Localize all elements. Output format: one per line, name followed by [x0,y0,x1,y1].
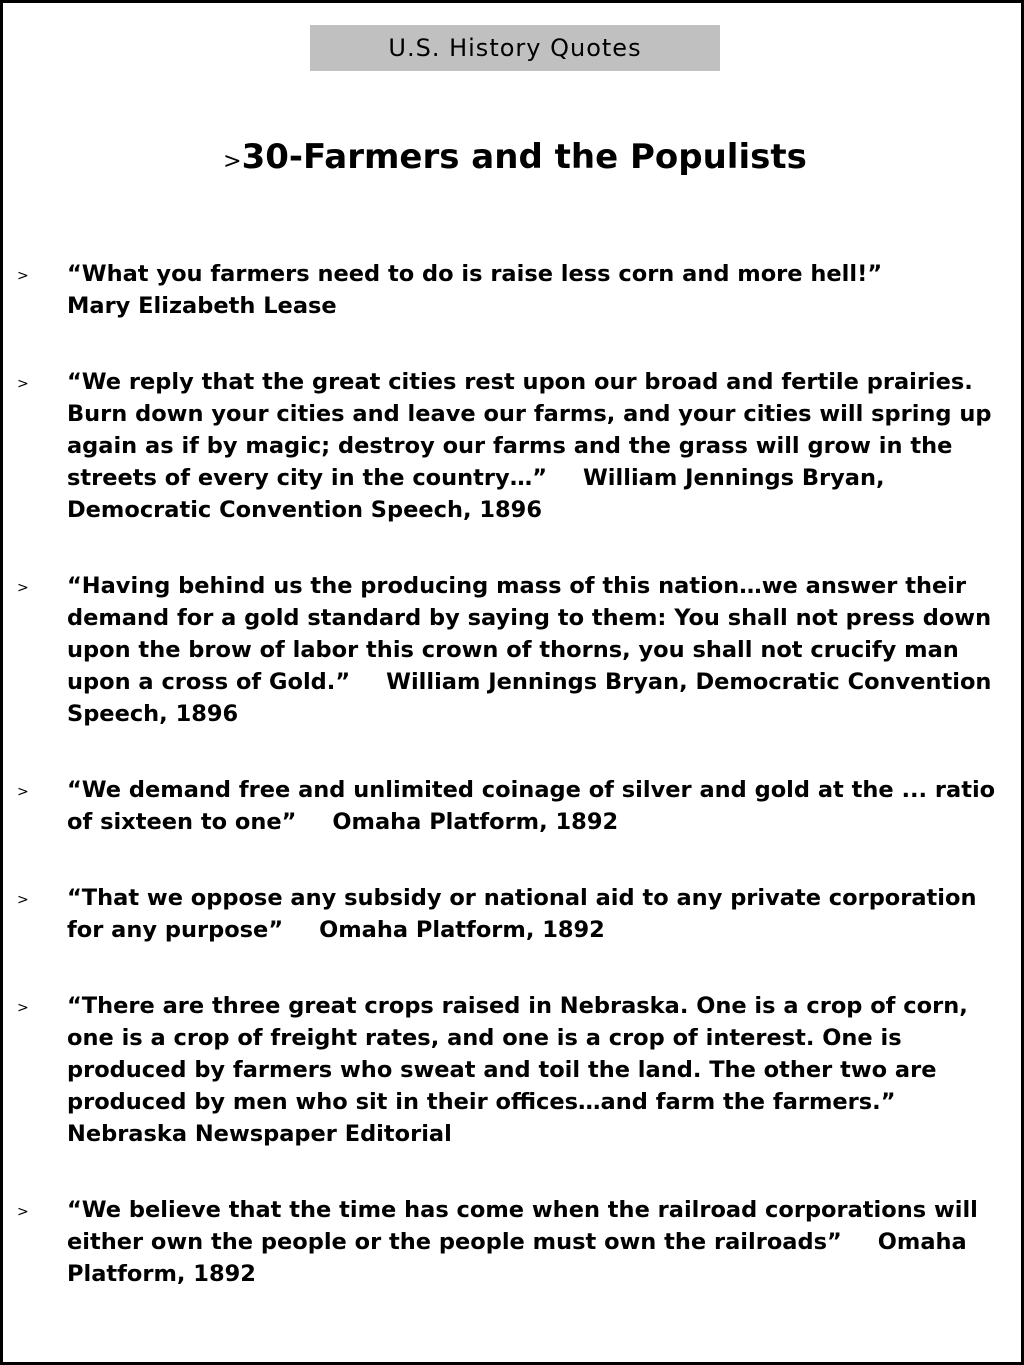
quote-bullet: > [17,376,29,392]
quote-item-6 [3,990,1024,1150]
quote-bullet: > [17,1204,29,1220]
quote-attribution: Nebraska Newspaper Editorial [67,1121,452,1147]
quote-text: “That we oppose any subsidy or national aid to any private corporation for any purpose” [67,885,977,943]
quote-attribution: William Jennings Bryan, Democratic Convention Speech, 1896 [67,669,992,727]
quote-attribution: Mary Elizabeth Lease [67,293,337,319]
title-bullet: > [223,149,242,174]
quote-bullet: > [17,580,29,596]
page-title [3,133,1024,186]
quote-attribution: Omaha Platform, 1892 [67,1229,967,1287]
quote-item-2 [3,366,1024,526]
quote-item-3 [3,570,1024,730]
quote-bullet: > [17,268,29,284]
quote-bullet: > [17,1000,29,1016]
quote-text: “Having behind us the producing mass of this nation…we answer their demand for a gold standard by saying to them: You shall not press down upon the brow of labor this crown of thorns, you shall not crucify man upon a cross of Gold.” [67,573,992,695]
quote-text: “There are three great crops raised in Nebraska. One is a crop of corn, one is a crop of freight rates, and one is a crop of interest. One is produced by farmers who sweat and toil the land. The other two are produced by men who sit in their offices…and farm the farmers.” [67,993,968,1115]
quote-attribution: William Jennings Bryan, Democratic Convention Speech, 1896 [67,465,885,523]
quote-item-4 [3,774,1024,838]
quote-bullet: > [17,892,29,908]
quote-text: “We believe that the time has come when the railroad corporations will either own the people or the people must own the railroads” [67,1197,978,1255]
quote-item-7 [3,1194,1024,1290]
header-label: U.S. History Quotes [388,34,642,62]
title-text: 30-Farmers and the Populists [241,137,807,177]
quote-attribution: Omaha Platform, 1892 [319,917,605,943]
quote-bullet: > [17,784,29,800]
quote-list [3,258,1024,1334]
quote-item-5 [3,882,1024,946]
quote-item-1 [3,258,1024,322]
quote-text: “We reply that the great cities rest upon our broad and fertile prairies. Burn down your cities and leave our farms, and your cities will spring up again as if by magic; destroy our farms and the grass will grow in the streets of every city in the country…” [67,369,992,491]
quote-text: “What you farmers need to do is raise less corn and more hell!” [67,261,883,287]
quote-text: “We demand free and unlimited coinage of silver and gold at the ... ratio of sixteen to one” [67,777,996,835]
quote-attribution: Omaha Platform, 1892 [332,809,619,835]
header-banner [310,25,720,71]
